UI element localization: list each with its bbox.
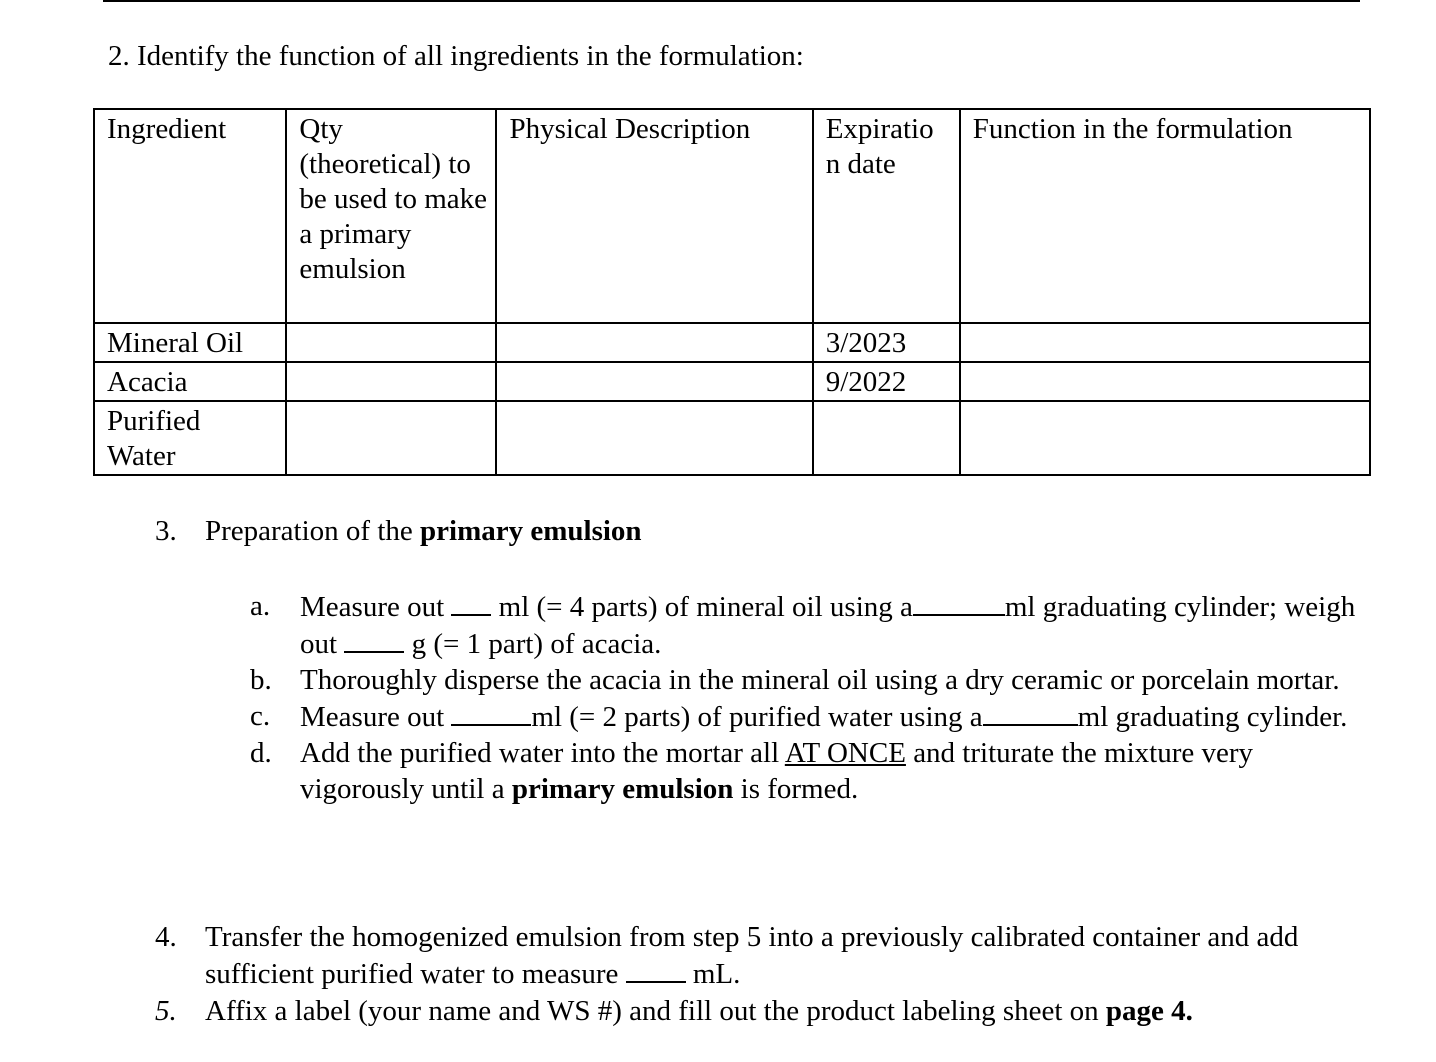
header-qty: Qty (theoretical) to be used to make a primary emulsion xyxy=(286,109,496,323)
blank-acacia-weight[interactable] xyxy=(344,625,404,653)
section-4-text-2: mL. xyxy=(685,958,741,990)
section-4-text xyxy=(205,919,1355,992)
cell-physical[interactable] xyxy=(496,323,812,362)
step-a xyxy=(250,588,1360,662)
cell-ingredient: Purified Water xyxy=(94,401,286,475)
step-a-text-1: Measure out xyxy=(300,591,452,623)
cell-ingredient: Mineral Oil xyxy=(94,323,286,362)
section-4-text-1: Transfer the homogenized emulsion from step 5 into a previously calibrated container and add sufficient purified water to measure xyxy=(205,921,1299,990)
blank-cylinder-size[interactable] xyxy=(913,588,1005,616)
cell-expiration: 3/2023 xyxy=(813,323,960,362)
cell-physical[interactable] xyxy=(496,362,812,401)
section-5-text-1: Affix a label (your name and WS #) and fill out the product labeling sheet on xyxy=(205,995,1106,1027)
step-text xyxy=(300,588,1360,662)
section-5-text xyxy=(205,993,1355,1029)
table-row xyxy=(94,401,1370,475)
step-b xyxy=(250,662,1360,698)
step-a-text-3: ml graduating cylinder; weigh out xyxy=(300,591,1356,660)
step-d xyxy=(250,735,1360,807)
step-d-underline: AT ONCE xyxy=(784,737,906,769)
step-c xyxy=(250,698,1360,735)
section-5-bold: page 4. xyxy=(1105,995,1193,1027)
step-letter: b. xyxy=(250,664,272,696)
blank-final-volume[interactable] xyxy=(626,955,686,983)
table-row xyxy=(94,362,1370,401)
cell-qty[interactable] xyxy=(286,401,496,475)
top-rule xyxy=(103,0,1360,2)
step-c-text-2: ml (= 2 parts) of purified water using a xyxy=(531,701,983,733)
cell-qty[interactable] xyxy=(286,362,496,401)
step-d-bold: primary emulsion xyxy=(511,773,734,805)
step-text xyxy=(300,698,1360,735)
blank-cylinder-size[interactable] xyxy=(983,698,1078,726)
header-ingredient: Ingredient xyxy=(94,109,286,323)
cell-qty[interactable] xyxy=(286,323,496,362)
step-a-text-4: g (= 1 part) of acacia. xyxy=(404,628,662,660)
step-letter: d. xyxy=(250,737,272,769)
ingredients-table xyxy=(93,108,1371,476)
section-3-title-bold: primary emulsion xyxy=(420,515,642,547)
section-4 xyxy=(155,919,1355,992)
section-3-number: 3. xyxy=(155,515,177,547)
header-physical-description: Physical Description xyxy=(496,109,812,323)
step-text: Thoroughly disperse the acacia in the mineral oil using a dry ceramic or porcelain mortar. xyxy=(300,664,1340,696)
cell-ingredient: Acacia xyxy=(94,362,286,401)
header-function: Function in the formulation xyxy=(960,109,1370,323)
cell-function[interactable] xyxy=(960,362,1370,401)
cell-expiration: 9/2022 xyxy=(813,362,960,401)
section-5-number: 5. xyxy=(155,995,177,1027)
step-c-text-1: Measure out xyxy=(300,701,452,733)
step-text xyxy=(300,735,1360,807)
cell-expiration[interactable] xyxy=(813,401,960,475)
section-5 xyxy=(155,993,1355,1029)
blank-water-volume[interactable] xyxy=(451,698,531,726)
cell-function[interactable] xyxy=(960,401,1370,475)
step-letter: c. xyxy=(250,700,271,732)
step-letter: a. xyxy=(250,590,271,622)
step-d-text-3: is formed. xyxy=(733,773,859,805)
table-row xyxy=(94,323,1370,362)
step-a-text-2: ml (= 4 parts) of mineral oil using a xyxy=(491,591,913,623)
table-header-row xyxy=(94,109,1370,323)
header-expiration-date: Expiration date xyxy=(813,109,960,323)
question-2-title: 2. Identify the function of all ingredients in the formulation: xyxy=(108,40,804,72)
cell-function[interactable] xyxy=(960,323,1370,362)
section-4-number: 4. xyxy=(155,921,177,953)
section-3-title xyxy=(155,513,642,549)
step-d-text-2: and triturate the mixture very vigorously until a xyxy=(300,737,1254,805)
cell-physical[interactable] xyxy=(496,401,812,475)
step-d-text-1: Add the purified water into the mortar all xyxy=(300,737,785,769)
section-3-title-text: Preparation of the xyxy=(205,515,421,547)
blank-oil-volume[interactable] xyxy=(451,588,491,616)
preparation-steps xyxy=(250,588,1360,807)
step-c-text-3: ml graduating cylinder. xyxy=(1077,701,1348,733)
